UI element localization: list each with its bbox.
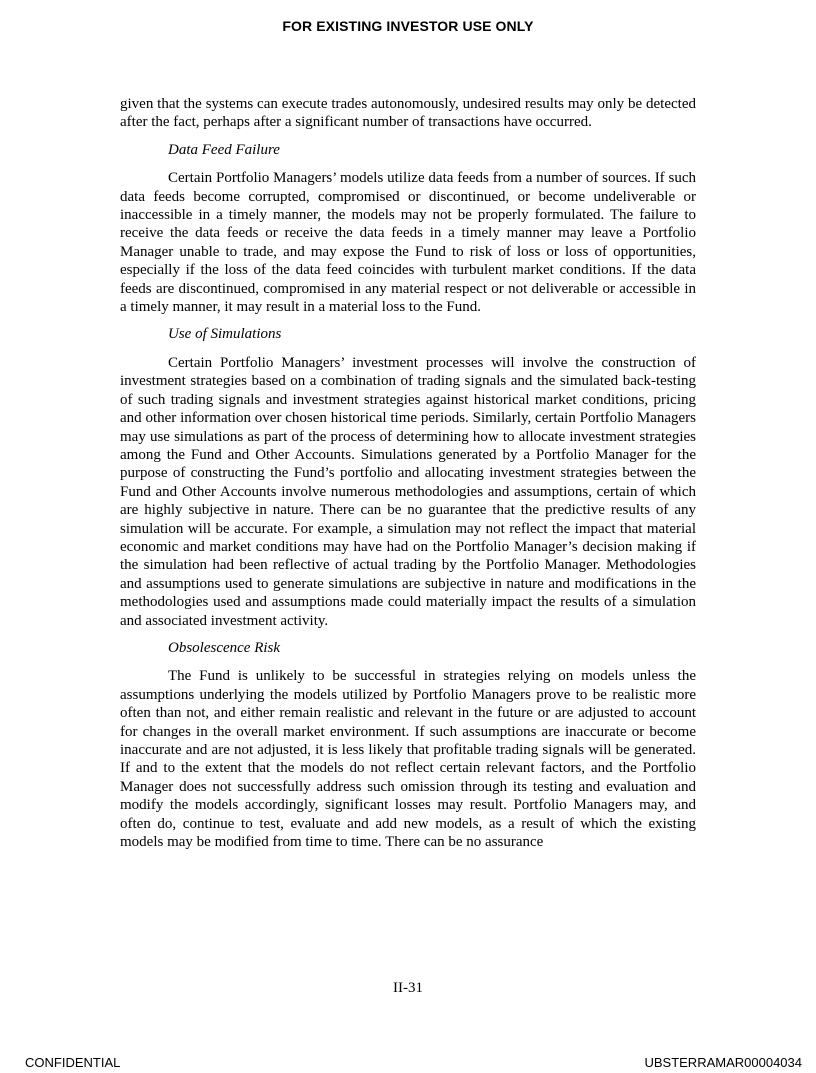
page-number: II-31: [393, 980, 423, 996]
section-heading-use-of-simulations: Use of Simulations: [168, 326, 282, 343]
intro-paragraph: given that the systems can execute trades autonomously, undesired results may only be detected after the fact, perhaps after a significant number of transactions have occurred.: [120, 96, 696, 131]
section-heading-obsolescence-risk: Obsolescence Risk: [168, 639, 281, 656]
bates-number: UBSTERRAMAR00004034: [644, 1055, 802, 1070]
document-body: [120, 95, 696, 851]
section-body-obsolescence-risk: The Fund is unlikely to be successful in strategies relying on models unless the assumptions underlying the models utilized by Portfolio Managers prove to be realistic more often than not, and either remain realistic and relevant in the future or are adjusted to account for changes in the overall market environment. If such assumptions are inaccurate or become inaccurate and are not adjusted, it is less likely that profitable trading signals will be generated. If and to the extent that the models do not reflect certain relevant factors, and the Portfolio Manager does not successfully address such omission through its testing and evaluation and modify the models accordingly, significant losses may result. Portfolio Managers may, and often do, continue to test, evaluate and add new models, as a result of which the existing models may be modified from time to time. There can be no assurance: [120, 668, 696, 851]
document-banner: FOR EXISTING INVESTOR USE ONLY: [282, 18, 534, 34]
section-body-use-of-simulations: Certain Portfolio Managers’ investment processes will involve the construction of investment strategies based on a combination of trading signals and the simulated back-testing of such trading signals and investment strategies against historical market conditions, pricing and other information over chosen historical time periods. Similarly, certain Portfolio Managers may use simulations as part of the process of determining how to allocate investment strategies among the Fund and Other Accounts. Simulations generated by a Portfolio Manager for the purpose of constructing the Fund’s portfolio and allocating investment strategies between the Fund and Other Accounts involve numerous methodologies and assumptions, certain of which are highly subjective in nature. There can be no guarantee that the predictive results of any simulation will be accurate. For example, a simulation may not reflect the impact that material economic and market conditions may have had on the Portfolio Manager’s decision making if the simulation had been reflective of actual trading by the Portfolio Manager. Methodologies and assumptions used to generate simulations are subjective in nature and modifications in the methodologies used and assumptions made could materially impact the results of a simulation and associated investment activity.: [120, 354, 696, 629]
section-heading-data-feed-failure: Data Feed Failure: [168, 141, 280, 158]
section-body-data-feed-failure: Certain Portfolio Managers’ models utilize data feeds from a number of sources. If such data feeds become corrupted, compromised or discontinued, or become undeliverable or inaccessible in a timely manner, the models may not be properly formulated. The failure to receive the data feeds or receive the data feeds in a timely manner may leave a Portfolio Manager unable to trade, and may expose the Fund to risk of loss or loss of opportunities, especially if the loss of the data feed coincides with turbulent market conditions. If the data feeds are discontinued, compromised in any material respect or not deliverable or accessible in a timely manner, it may result in a material loss to the Fund.: [120, 170, 696, 316]
confidential-label: CONFIDENTIAL: [25, 1055, 121, 1070]
